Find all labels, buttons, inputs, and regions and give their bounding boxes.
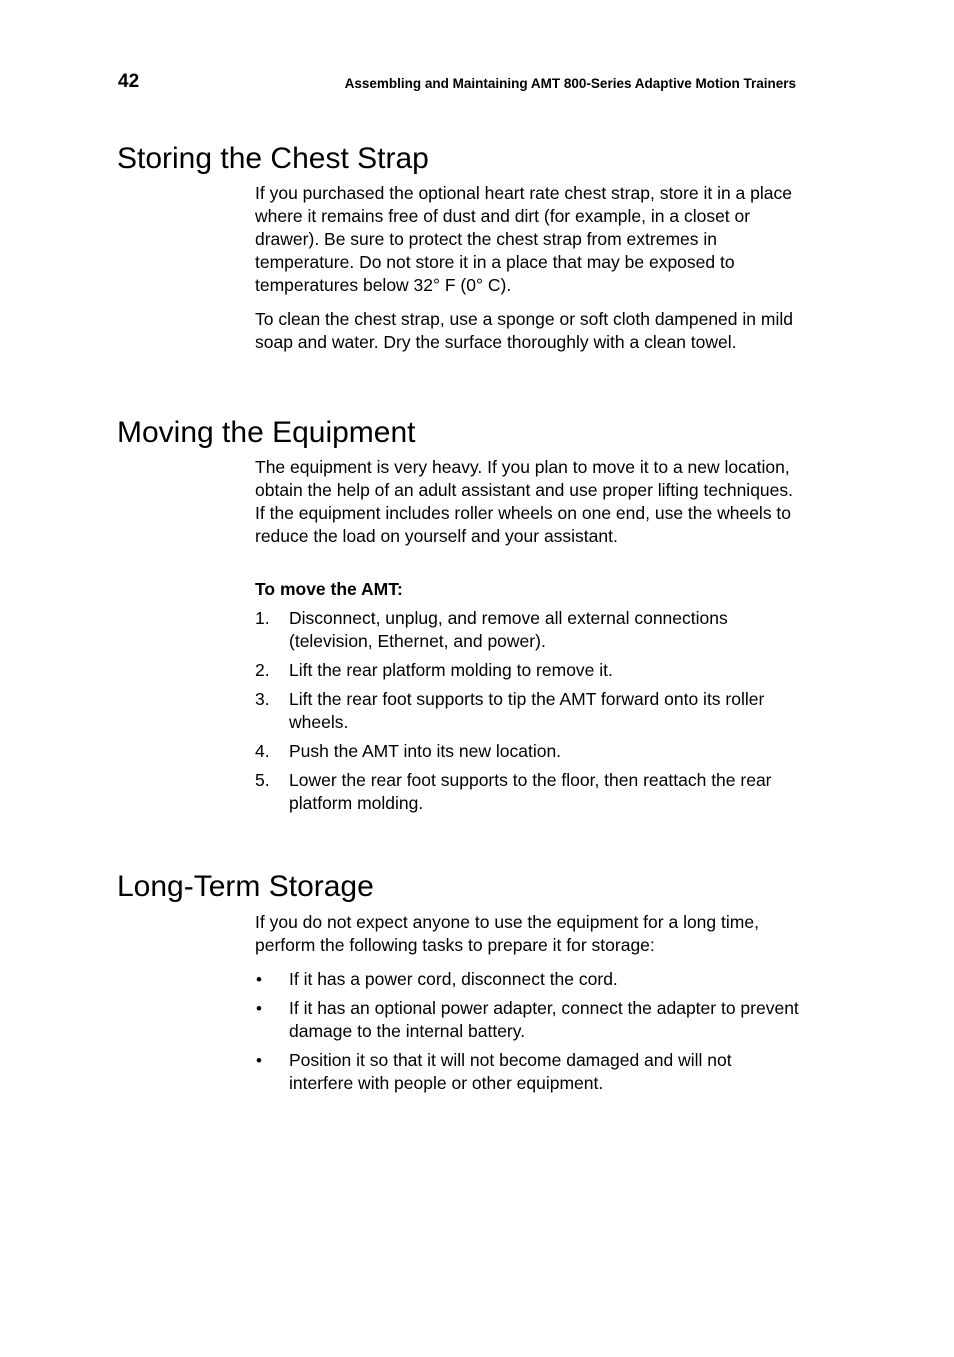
paragraph: To clean the chest strap, use a sponge or soft cloth dampened in mild soap and water. Dry the surface thoroughly with a clean towel.: [255, 309, 793, 352]
list-item: [255, 769, 800, 815]
bullet-icon: •: [256, 1051, 262, 1070]
section-body-storing-chest-strap: [255, 182, 800, 354]
bullet-text: Position it so that it will not become damaged and will not interfere with people or other equipment.: [289, 1050, 732, 1093]
section-body-moving-equipment: [255, 456, 800, 815]
list-item: [255, 997, 800, 1043]
paragraph: If you do not expect anyone to use the equipment for a long time, perform the following tasks to prepare it for storage:: [255, 912, 759, 955]
step-number: 4.: [255, 741, 270, 761]
running-header: Assembling and Maintaining AMT 800-Series Adaptive Motion Trainers: [344, 76, 796, 91]
bullet-icon: •: [256, 999, 262, 1018]
step-number: 5.: [255, 770, 270, 790]
bullet-text: If it has an optional power adapter, connect the adapter to prevent damage to the internal battery.: [289, 998, 799, 1041]
bullet-list: [255, 968, 800, 1095]
bullet-text: If it has a power cord, disconnect the cord.: [289, 969, 618, 989]
page-number: 42: [118, 71, 140, 92]
step-text: Disconnect, unplug, and remove all external connections (television, Ethernet, and power).: [289, 608, 728, 651]
paragraph: If you purchased the optional heart rate chest strap, store it in a place where it remains free of dust and dirt (for example, in a closet or drawer). Be sure to protect the chest strap from extremes in temperature. Do not store it in a place that may be exposed to temperatures below 32° F (0° C).: [255, 183, 792, 295]
list-item: [255, 1049, 800, 1095]
list-item: [255, 968, 800, 991]
step-number: 3.: [255, 689, 270, 709]
list-item: [255, 688, 800, 734]
step-text: Lift the rear foot supports to tip the AMT forward onto its roller wheels.: [289, 689, 765, 732]
section-body-long-term-storage: [255, 911, 800, 1095]
step-text: Lower the rear foot supports to the floor, then reattach the rear platform molding.: [289, 770, 772, 813]
numbered-steps-list: [255, 607, 800, 815]
bullet-icon: •: [256, 970, 262, 989]
step-text: Lift the rear platform molding to remove it.: [289, 660, 613, 680]
list-item: [255, 659, 800, 682]
procedure-heading: To move the AMT:: [255, 579, 403, 599]
list-item: [255, 607, 800, 653]
step-number: 1.: [255, 608, 270, 628]
section-title-long-term-storage: Long-Term Storage: [117, 870, 374, 903]
section-title-storing-chest-strap: Storing the Chest Strap: [117, 142, 429, 175]
list-item: [255, 740, 800, 763]
section-title-moving-equipment: Moving the Equipment: [117, 416, 416, 449]
step-text: Push the AMT into its new location.: [289, 741, 562, 761]
paragraph: The equipment is very heavy. If you plan to move it to a new location, obtain the help of an adult assistant and use proper lifting techniques. If the equipment includes roller wheels on one end, use the wheels to reduce the load on yourself and your assistant.: [255, 457, 794, 546]
step-number: 2.: [255, 660, 270, 680]
